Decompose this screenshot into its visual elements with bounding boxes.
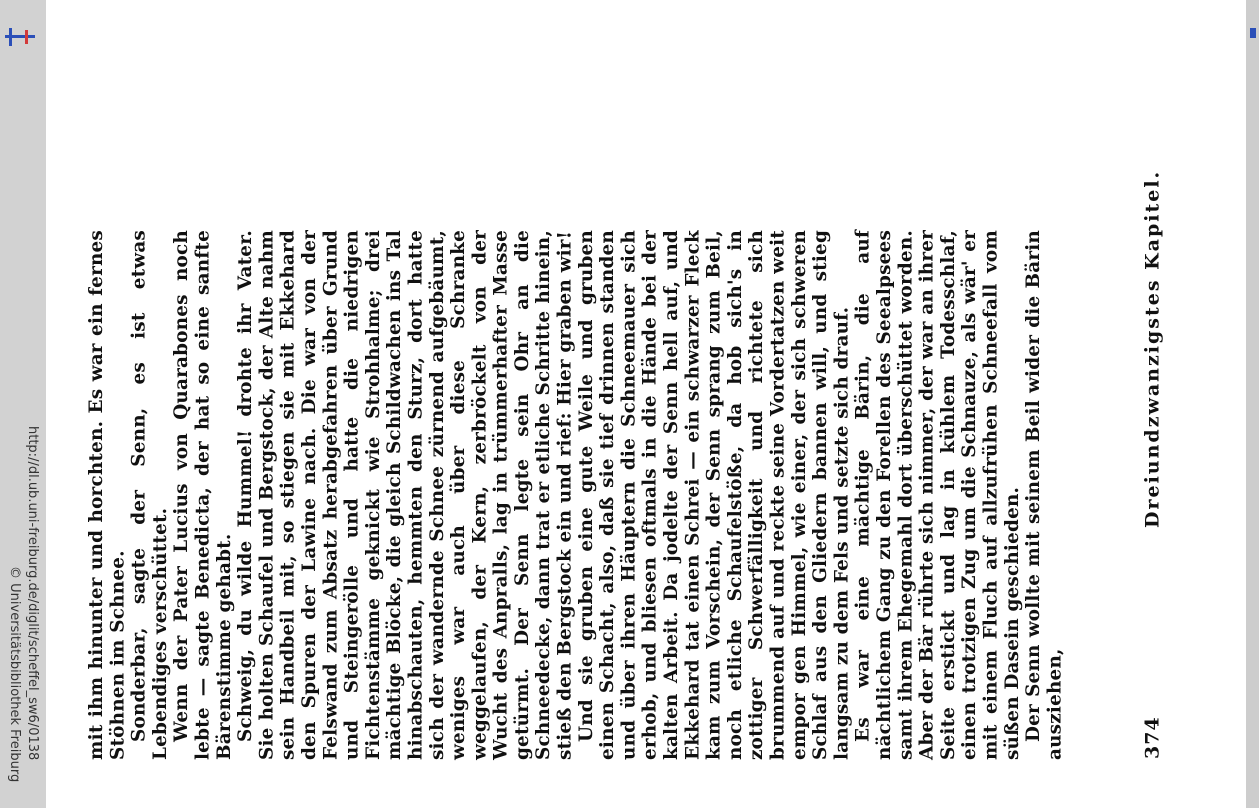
viewer-logo-icon [1246,26,1259,40]
paragraph: Der Senn wollte mit seinem Beil wider die Bärin ausziehen, [1023,230,1066,760]
paragraph: Es war eine mächtige Bärin, die auf nächtlichem Gang zu den Forellen des Seealpsees samt ihrem Ehegemahl dort überschüttet worden. Aber der Bär rührte sich nimmer, der war an ihrer Seite erstickt und lag in kühlem Todesschlaf, einen trotzigen Zug um die Schnauze, als wär' er mit einem Fluch auf allzufrühen Schneefall vom süßen Dasein geschieden. [852,230,1023,760]
paragraph: mit ihm hinunter und horchten. Es war ein fernes Stöhnen im Schnee. [86,230,129,760]
watermark-url: http://dl.ub.uni-freiburg.de/diglit/scheffel_sw6/0138 [25,426,40,761]
body-text [86,230,1066,760]
running-head: Dreiundzwanzigstes Kapitel. [1141,169,1164,528]
watermark [0,0,46,808]
paragraph: Sonderbar, sagte der Senn, es ist etwas Lebendiges verschüttet. [128,230,171,760]
watermark-copyright: © Universitätsbibliothek Freiburg [7,566,22,783]
page-number: 374 [1141,716,1164,759]
document-page [46,0,1246,808]
page-content [86,0,1164,808]
paragraph: Und sie gruben eine gute Weile und gruben einen Schacht, also, daß sie tief drinnen standen und über ihren Häuptern die Schneemauer sich erhob, und bliesen oftmals in die Hände bei der kalten Arbeit. Da jodelte der Senn hell auf, und Ekkehard tat einen Schrei — ein schwarzer Fleck kam zum Vorschein, der Senn sprang zum Beil, noch etliche Schaufelstöße, da hob sich's in zottiger Schwerfälligkeit und richtete sich brummend auf und reckte seine Vordertatzen weit empor gen Himmel, wie einer, der sich schweren Schlaf aus den Gliedern bannen will, und stieg langsam zu dem Fels und setzte sich drauf. [575,230,853,760]
right-margin-strip [1246,0,1259,808]
paragraph: Wenn der Pater Lucius von Quarabones noch lebte — sagte Benedicta, der hat so eine sanfte Bärenstimme gehabt. [171,230,235,760]
paragraph: Schweig, du wilde Hummel! drohte ihr Vater. Sie holten Schaufel und Bergstock, der Alte nahm sein Handbeil mit, so stiegen sie mit Ekkehard den Spuren der Lawine nach. Die war von der Felswand zum Absatz herabgefahren über Grund und Steingerölle und hatte die niedrigen Fichtenstämme geknickt wie Strohhalme; drei mächtige Blöcke, die gleich Schildwachen ins Tal hinabschauten, hemmten den Sturz, dort hatte sich der wandernde Schnee zürnend aufgebäumt, weniges war auch über diese Schranke weggelaufen, der Kern, zerbröckelt von der Wucht des Anpralls, lag in trümmerhafter Masse getürmt. Der Senn legte sein Ohr an die Schneedecke, dann trat er etliche Schritte hinein, stieß den Bergstock ein und rief: Hier graben wir! [235,230,576,760]
